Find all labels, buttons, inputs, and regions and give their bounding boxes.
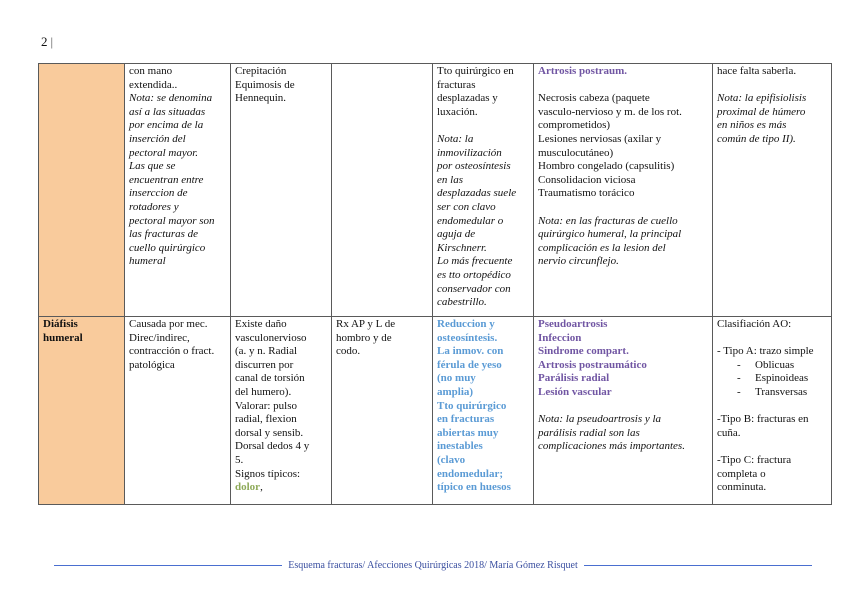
text-line: en niños es más (717, 119, 787, 132)
text-line: parálisis radial son las (538, 426, 640, 439)
clinic-cell (231, 317, 332, 505)
text-line: Direc/indirec, (129, 331, 190, 344)
treatment-note (437, 133, 529, 310)
text-line: Equimosis de (235, 78, 295, 91)
table-row (39, 317, 832, 505)
text-line: Traumatismo torácico (538, 187, 635, 200)
text-line: hace falta saberla. (717, 65, 797, 77)
ao-type-a-subtypes (717, 359, 827, 400)
mechanism-cell (125, 64, 231, 317)
text-line: radial, flexion (235, 413, 297, 426)
typical-signs-tail: , (260, 481, 263, 494)
text-line: desplazadas y (437, 92, 498, 105)
text-line: abiertas muy (437, 426, 499, 439)
category-cell (39, 64, 125, 317)
ao-type-c (717, 454, 827, 495)
complications-lines (538, 318, 708, 400)
text-line: en las (437, 173, 463, 186)
mechanism-lines (129, 318, 226, 372)
footer-rule-right (584, 565, 812, 566)
text-line: Nota: la epifisiolisis (717, 92, 807, 105)
text-line: Causada por mec. (129, 318, 208, 330)
ao-type-a: - Tipo A: trazo simple (717, 345, 814, 358)
mechanism-note (129, 92, 226, 269)
text-line: con mano (129, 65, 173, 77)
diagnosis-cell (332, 317, 433, 505)
text-line: -Tipo C: fractura (717, 453, 792, 466)
page-footer (54, 560, 812, 571)
complications-lines (538, 92, 708, 201)
text-line: encuentran entre (129, 173, 204, 186)
text-line: inserccion de (129, 187, 188, 200)
text-line: férula de yeso (437, 358, 502, 371)
text-line: La inmov. con (437, 345, 504, 358)
text-line: pectoral mayor son (129, 214, 215, 227)
text-line: Hombro congelado (capsulitis) (538, 160, 675, 173)
text-line: Crepitación (235, 65, 287, 77)
text-line: complicaciones más importantes. (538, 440, 685, 453)
text-line: 5. (235, 453, 244, 466)
treatment-cell (433, 64, 534, 317)
complications-heading: Artrosis postraum. (538, 65, 628, 77)
complications-note (538, 215, 708, 269)
text-line: hombro y de (336, 331, 392, 344)
text-line: cuña. (717, 426, 741, 439)
text-line: Valorar: pulso (235, 399, 298, 412)
text-line: luxación. (437, 105, 478, 118)
category-label (43, 318, 120, 345)
footer-text: Esquema fracturas/ Afecciones Quirúrgicas 2018/ María Gómez Risquet (288, 560, 578, 571)
clinic-lines (235, 65, 327, 106)
text-line: Reduccion y (437, 318, 495, 330)
text-line: Pseudoartrosis (538, 318, 608, 330)
text-line: Necrosis cabeza (paquete (538, 92, 650, 105)
text-line: complicación es la lesion del (538, 241, 666, 254)
text-line: Tto quirúrgico en (437, 65, 514, 77)
list-item: - Espinoideas (731, 372, 827, 386)
text-line: Diáfisis (43, 318, 78, 330)
diagnosis-lines (336, 318, 428, 359)
complications-note (538, 413, 708, 454)
list-item: - Oblicuas (731, 359, 827, 373)
text-line: extendida.. (129, 78, 178, 91)
complications-cell (534, 64, 713, 317)
typical-signs (235, 468, 327, 482)
category-cell (39, 317, 125, 505)
text-line: Lesiones nerviosas (axilar y (538, 132, 662, 145)
text-line: proximal de húmero (717, 105, 806, 118)
text-line: las fracturas de (129, 228, 199, 241)
text-line: nervio circunflejo. (538, 255, 619, 268)
text-line: Rx AP y L de (336, 318, 396, 330)
text-line: completa o (717, 467, 766, 480)
text-line: Nota: la (437, 132, 474, 145)
text-line: desplazadas suele (437, 187, 517, 200)
text-line: así a las situadas (129, 105, 206, 118)
treatment-lines (437, 65, 529, 119)
typical-signs-value: dolor (235, 481, 261, 494)
text-line: Dorsal dedos 4 y (235, 440, 310, 453)
text-line: por osteosíntesis (437, 160, 511, 173)
text-line: Nota: se denomina (129, 92, 213, 105)
text-line: inserción del (129, 132, 186, 145)
classification-cell (713, 317, 832, 505)
text-line: Consolidacion viciosa (538, 173, 636, 186)
clinic-lines (235, 318, 327, 468)
text-line: cabestrillo. (437, 296, 487, 309)
text-line: Kirschnerr. (437, 241, 487, 254)
text-line: Nota: en las fracturas de cuello (538, 214, 678, 227)
text-line: típico en huesos (437, 481, 511, 494)
complications-cell (534, 317, 713, 505)
text-line: del humero). (235, 385, 292, 398)
ao-title: Clasifiación AO: (717, 318, 792, 330)
footer-rule-left (54, 565, 282, 566)
text-line: (clavo (437, 453, 466, 466)
text-line: comprometidos) (538, 119, 611, 132)
classification-cell (713, 64, 832, 317)
text-line: (no muy (437, 372, 476, 385)
text-line: Las que se (129, 160, 176, 173)
text-line: dorsal y sensib. (235, 426, 304, 439)
text-line: es tto ortopédico (437, 268, 511, 281)
text-line: en fracturas (437, 413, 495, 426)
text-line: codo. (336, 345, 361, 358)
text-line: aguja de (437, 228, 476, 241)
text-line: Nota: la pseudoartrosis y la (538, 413, 662, 426)
text-line: quirúrgico humeral, la principal (538, 228, 682, 241)
fracture-table (38, 63, 832, 505)
page-number-value: 2 (41, 34, 48, 49)
text-line: Tto quirúrgico (437, 399, 507, 412)
text-line: inestables (437, 440, 483, 453)
list-item: - Transversas (731, 386, 827, 400)
text-line: osteosíntesis. (437, 331, 498, 344)
text-line: conminuta. (717, 481, 767, 494)
classification-lines (717, 65, 827, 79)
text-line: común de tipo II). (717, 132, 796, 145)
text-line: inmovilización (437, 146, 502, 159)
text-line: vasculonervioso (235, 331, 307, 344)
text-line: patológica (129, 358, 175, 371)
table-row (39, 64, 832, 317)
text-line: Lo más frecuente (437, 255, 513, 268)
text-line: pectoral mayor. (129, 146, 199, 159)
text-line: rotadores y (129, 200, 179, 213)
text-line: cuello quirúrgico (129, 241, 206, 254)
text-line: ser con clavo (437, 200, 496, 213)
text-line: contracción o fract. (129, 345, 215, 358)
text-line: endomedular; (437, 467, 503, 480)
text-line: Lesión vascular (538, 385, 612, 398)
ao-type-b (717, 413, 827, 440)
text-line: discurren por (235, 358, 294, 371)
text-line: vasculo-nervioso y m. de los rot. (538, 105, 682, 118)
typical-signs-label: Signos típicos: (235, 467, 301, 480)
treatment-lines (437, 318, 529, 495)
text-line: -Tipo B: fracturas en (717, 413, 809, 426)
text-line: Parálisis radial (538, 372, 610, 385)
text-line: canal de torsión (235, 372, 305, 385)
text-line: endomedular o (437, 214, 504, 227)
text-line: amplia) (437, 385, 474, 398)
mechanism-cell (125, 317, 231, 505)
text-line: musculocutáneo) (538, 146, 614, 159)
text-line: por encima de la (129, 119, 204, 132)
text-line: Infeccion (538, 331, 582, 344)
text-line: (a. y n. Radial (235, 345, 298, 358)
text-line: Sindrome compart. (538, 345, 629, 358)
treatment-cell (433, 317, 534, 505)
mechanism-lines (129, 65, 226, 92)
classification-note (717, 92, 827, 146)
text-line: humeral (43, 331, 83, 344)
clinic-cell (231, 64, 332, 317)
text-line: conservador con (437, 282, 511, 295)
text-line: Hennequin. (235, 92, 287, 105)
text-line: Artrosis postraumático (538, 358, 647, 371)
text-line: humeral (129, 255, 166, 268)
text-line: fracturas (437, 78, 476, 91)
diagnosis-cell (332, 64, 433, 317)
text-line: Existe daño (235, 318, 287, 330)
page-number (41, 34, 53, 50)
page-number-separator: | (50, 34, 54, 49)
